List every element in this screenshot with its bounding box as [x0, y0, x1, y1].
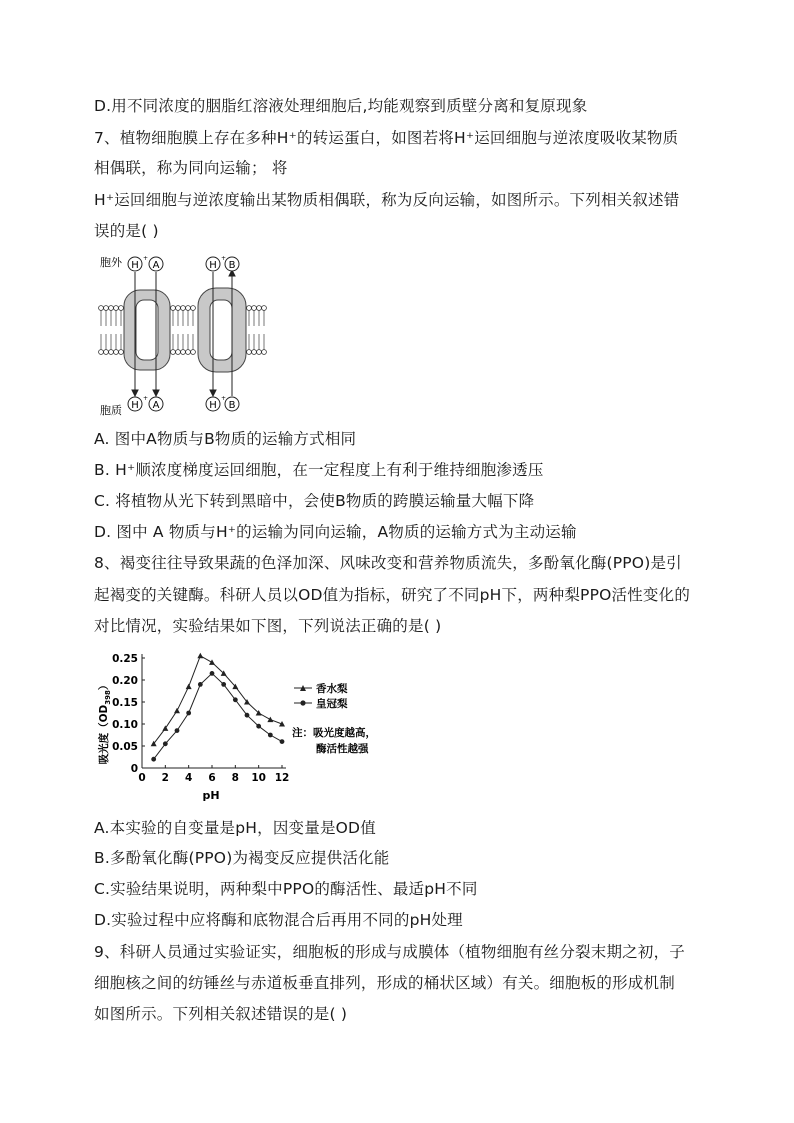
symporter-protein [124, 290, 170, 370]
question-8-option-c: C.实验结果说明，两种梨中PPO的酶活性、最适pH不同 [94, 880, 478, 898]
x-axis-label: pH [202, 789, 220, 802]
question-8-stem-line-3: 对比情况，实验结果如下图，下列说法正确的是( ) [94, 617, 442, 635]
data-point-series-1 [279, 721, 285, 727]
legend-marker-circle [300, 700, 305, 705]
svg-text:+: + [221, 255, 227, 262]
x-tick-label: 10 [251, 772, 266, 784]
data-point-series-2 [280, 739, 285, 744]
data-point-series-1 [209, 659, 215, 665]
legend-label-series-1: 香水梨 [316, 683, 348, 695]
data-point-series-2 [210, 671, 215, 676]
series-line-1 [154, 656, 282, 744]
data-point-series-1 [197, 653, 203, 659]
question-9-stem-line-2: 细胞核之间的纺锤丝与赤道板垂直排列，形成的桶状区域）有关。细胞板的形成机制 [94, 974, 675, 992]
x-tick-label: 6 [208, 772, 216, 784]
question-8-option-a: A.本实验的自变量是pH，因变量是OD值 [94, 819, 376, 837]
y-tick-label: 0.20 [112, 675, 138, 687]
x-tick-label: 0 [138, 772, 146, 784]
data-point-series-2 [163, 741, 168, 746]
h-ion-top-right: H [209, 260, 217, 271]
chart-note-line-2: 酶活性越强 [316, 743, 369, 755]
substance-b-top: B [228, 260, 236, 271]
y-tick-label: 0.15 [112, 697, 138, 709]
question-9-stem-line-1: 9、科研人员通过实验证实，细胞板的形成与成膜体（植物细胞有丝分裂末期之初，子 [94, 943, 685, 961]
chart-legend [294, 682, 348, 710]
chart-axes [112, 653, 289, 784]
data-point-series-2 [233, 697, 238, 702]
data-point-series-2 [151, 757, 156, 762]
svg-text:+: + [143, 395, 149, 402]
data-point-series-2 [198, 682, 203, 687]
y-tick-label: 0.05 [112, 741, 138, 753]
data-point-series-2 [186, 711, 191, 716]
bottom-molecules [128, 395, 239, 411]
y-tick-label: 0 [130, 763, 138, 775]
svg-text:+: + [143, 255, 149, 262]
question-8-stem-line-1: 8、褐变往往导致果蔬的色泽加深、风味改变和营养物质流失，多酚氧化酶(PPO)是引 [94, 554, 682, 572]
data-point-series-2 [221, 682, 226, 687]
outside-label: 胞外 [100, 256, 122, 269]
antiporter-protein [198, 288, 246, 372]
question-7-stem-line-1: 7、植物细胞膜上存在多种H⁺的转运蛋白，如图若将H⁺运回细胞与逆浓度吸收某物质 [94, 129, 679, 147]
question-8-option-b: B.多酚氧化酶(PPO)为褐变反应提供活化能 [94, 849, 390, 867]
data-point-series-1 [174, 708, 180, 714]
inside-label: 胞质 [100, 404, 122, 417]
question-7-stem-line-3: H⁺运回细胞与逆浓度输出某物质相偶联，称为反向运输，如图所示。下列相关叙述错 [94, 191, 680, 209]
question-7-stem-line-2: 相偶联，称为同向运输； 将 [94, 159, 288, 177]
question-9-stem-line-3: 如图所示。下列相关叙述错误的是( ) [94, 1005, 348, 1023]
h-ion-bottom-right: H [209, 400, 217, 411]
question-6-option-d: D.用不同浓度的胭脂红溶液处理细胞后,均能观察到质壁分离和复原现象 [94, 97, 588, 115]
question-7-option-c: C. 将植物从光下转到黑暗中，会使B物质的跨膜运输量大幅下降 [94, 492, 535, 510]
data-point-series-2 [175, 728, 180, 733]
x-tick-label: 12 [274, 772, 290, 784]
substance-a-bottom: A [152, 400, 160, 411]
x-tick-label: 2 [161, 772, 169, 784]
data-point-series-1 [186, 684, 192, 690]
chart-series [151, 653, 285, 762]
y-tick-label: 0.10 [112, 719, 138, 731]
h-ion-bottom-left: H [131, 400, 139, 411]
substance-b-bottom: B [228, 400, 236, 411]
data-point-series-1 [162, 725, 168, 731]
substance-a-top: A [152, 260, 160, 271]
data-point-series-2 [268, 733, 273, 738]
question-8-option-d: D.实验过程中应将酶和底物混合后再用不同的pH处理 [94, 911, 463, 929]
top-molecules [128, 255, 239, 271]
x-tick-label: 8 [231, 772, 239, 784]
question-7-stem-line-4: 误的是( ) [94, 222, 159, 240]
chart-note-line-1: 注：吸光度越高， [292, 727, 376, 739]
x-tick-label: 4 [185, 772, 193, 784]
h-ion-top-left: H [131, 260, 139, 271]
ppo-activity-chart [94, 650, 394, 802]
question-7-option-a: A. 图中A物质与B物质的运输方式相同 [94, 430, 357, 448]
legend-label-series-2: 皇冠梨 [316, 698, 348, 710]
svg-text:+: + [221, 395, 227, 402]
question-7-option-d: D. 图中 A 物质与H⁺的运输为同向运输，A物质的运输方式为主动运输 [94, 523, 577, 541]
y-axis-label: 吸光度$(OD_{398})$ [98, 679, 112, 765]
membrane-transport-figure [94, 252, 274, 418]
y-tick-label: 0.25 [112, 653, 138, 665]
question-8-stem-line-2: 起褐变的关键酶。科研人员以OD值为指标，研究了不同pH下，两种梨PPO活性变化的 [94, 586, 691, 604]
data-point-series-1 [267, 717, 273, 723]
data-point-series-2 [256, 724, 261, 729]
question-7-option-b: B. H⁺顺浓度梯度运回细胞，在一定程度上有利于维持细胞渗透压 [94, 461, 544, 479]
data-point-series-2 [245, 713, 250, 718]
